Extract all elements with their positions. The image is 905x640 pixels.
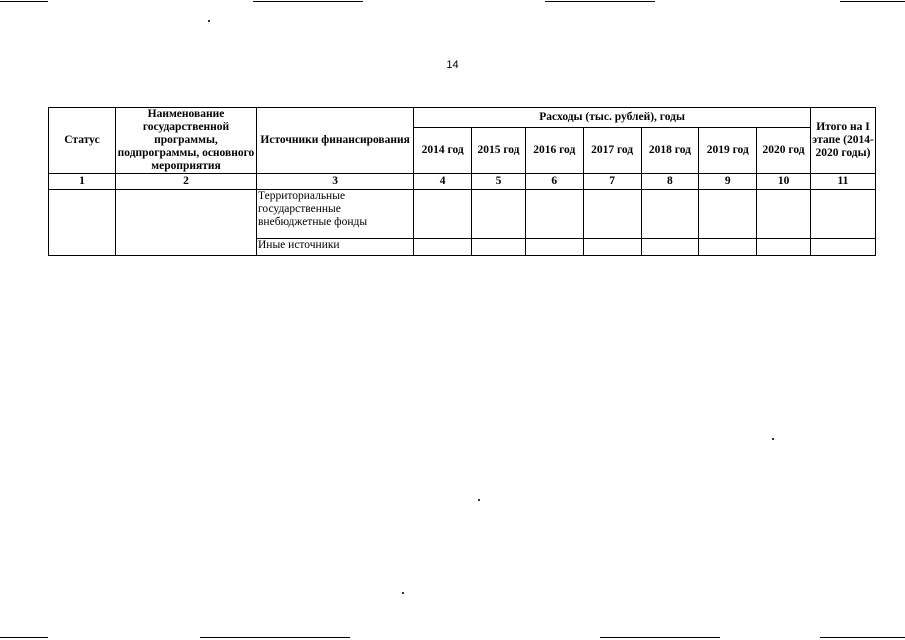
header-name: Наименование государственной программы, подпрограммы, основного мероприятия — [115, 108, 256, 174]
column-number: 4 — [414, 174, 472, 190]
column-number: 10 — [757, 174, 811, 190]
column-number: 7 — [583, 174, 641, 190]
scan-edge-line — [253, 1, 363, 2]
column-number: 5 — [472, 174, 526, 190]
column-number: 11 — [810, 174, 875, 190]
header-row — [49, 108, 876, 128]
table-row — [49, 190, 876, 239]
source-cell: Территориальные государственные внебюджетные фонды — [257, 190, 414, 239]
column-number-row — [49, 174, 876, 190]
value-cell — [699, 239, 757, 256]
column-number: 8 — [641, 174, 699, 190]
value-cell — [757, 239, 811, 256]
column-number: 3 — [257, 174, 414, 190]
header-status: Статус — [49, 108, 116, 174]
header-year: 2017 год — [583, 127, 641, 173]
header-year: 2014 год — [414, 127, 472, 173]
scan-edge-line — [840, 1, 905, 2]
value-cell — [525, 190, 583, 239]
value-cell — [472, 190, 526, 239]
value-cell — [699, 190, 757, 239]
header-year: 2020 год — [757, 127, 811, 173]
value-cell — [414, 190, 472, 239]
header-sources: Источники финансирования — [257, 108, 414, 174]
budget-table — [48, 107, 876, 256]
column-number: 9 — [699, 174, 757, 190]
scan-speck — [402, 592, 404, 594]
header-year: 2016 год — [525, 127, 583, 173]
scan-speck — [772, 438, 774, 440]
header-expenses-group: Расходы (тыс. рублей), годы — [414, 108, 811, 128]
header-year: 2015 год — [472, 127, 526, 173]
status-cell — [49, 190, 116, 256]
scan-edge-line — [600, 637, 720, 638]
header-total: Итого на I этапе (2014-2020 годы) — [810, 108, 875, 174]
scan-edge-line — [0, 637, 48, 638]
value-cell — [641, 239, 699, 256]
source-cell: Иные источники — [257, 239, 414, 256]
scan-edge-line — [200, 637, 350, 638]
total-cell — [810, 190, 875, 239]
value-cell — [583, 190, 641, 239]
scan-speck — [208, 20, 210, 22]
name-cell — [115, 190, 256, 256]
value-cell — [525, 239, 583, 256]
scan-speck — [478, 499, 480, 501]
scan-edge-line — [820, 637, 905, 638]
column-number: 1 — [49, 174, 116, 190]
column-number: 2 — [115, 174, 256, 190]
value-cell — [757, 190, 811, 239]
value-cell — [641, 190, 699, 239]
page-number: 14 — [446, 59, 459, 71]
value-cell — [583, 239, 641, 256]
header-year: 2019 год — [699, 127, 757, 173]
column-number: 6 — [525, 174, 583, 190]
value-cell — [414, 239, 472, 256]
total-cell — [810, 239, 875, 256]
header-year: 2018 год — [641, 127, 699, 173]
scan-edge-line — [0, 1, 48, 2]
scan-edge-line — [545, 1, 655, 2]
value-cell — [472, 239, 526, 256]
